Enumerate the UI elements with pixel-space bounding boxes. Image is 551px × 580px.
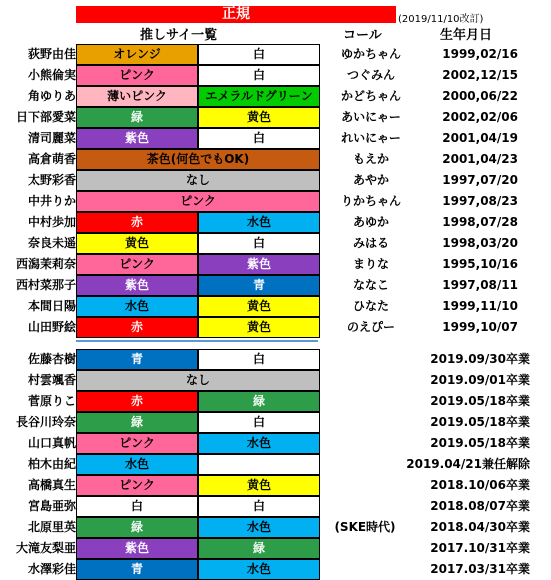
penlight-color-2: 黄色 [198,296,320,317]
penlight-color-1: オレンジ [76,44,198,65]
member-birthdate: 1998,03/20 [442,236,518,250]
former-member-row [0,412,551,433]
penlight-color-1: 黄色 [76,233,198,254]
penlight-color-1: 赤 [76,317,198,338]
header-birthdate: 生年月日 [440,28,493,43]
header-call: コール [343,28,382,43]
member-name: 中村歩加 [27,215,76,229]
member-call: あやか [352,173,389,187]
penlight-color-1: 赤 [76,391,198,412]
member-birthdate: 1999,02/16 [442,47,518,61]
member-birthdate: 1997,08/23 [442,194,518,208]
member-birthdate: 2002,12/15 [442,68,518,82]
former-member-row [0,349,551,370]
member-row [0,317,551,338]
member-row [0,233,551,254]
member-name: 本間日陽 [27,299,76,313]
penlight-color-1: 水色 [76,454,198,475]
member-name: 水澤彩佳 [27,562,76,576]
member-row [0,65,551,86]
revision-note: (2019/11/10改訂) [398,14,484,25]
penlight-color-1: ピンク [76,475,198,496]
member-call: もえか [352,152,389,166]
member-status: 2019.05/18卒業 [430,394,530,408]
member-name: 日下部愛菜 [15,110,76,124]
penlight-color-2: 白 [198,65,320,86]
penlight-color-single: なし [76,370,320,391]
member-name: 菅原りこ [27,394,76,408]
penlight-color-1: 白 [76,496,198,517]
member-status: 2017.03/31卒業 [430,562,530,576]
member-row [0,107,551,128]
member-call: まりな [352,257,389,271]
member-name: 大滝友梨亜 [15,541,76,555]
penlight-color-1: 紫色 [76,275,198,296]
member-name: 山口真帆 [27,436,76,450]
member-birthdate: 1999,10/07 [442,320,518,334]
penlight-color-2: 青 [198,275,320,296]
member-row [0,296,551,317]
penlight-color-1: ピンク [76,254,198,275]
member-name: 太野彩香 [27,173,76,187]
penlight-color-2: 紫色 [198,254,320,275]
former-member-row [0,538,551,559]
member-birthdate: 2001,04/23 [442,152,518,166]
member-call: あいにゃー [341,110,401,124]
member-name: 宮島亜弥 [27,499,76,513]
penlight-color-2: 白 [198,496,320,517]
member-birthdate: 1999,11/10 [442,299,518,313]
member-row [0,254,551,275]
penlight-color-2: 黄色 [198,475,320,496]
member-call: のえぴー [346,320,395,334]
member-name: 荻野由佳 [27,47,76,61]
penlight-color-1: 緑 [76,517,198,538]
member-name: 西潟茉莉奈 [15,257,76,271]
member-status: 2018.04/30卒業 [430,520,530,534]
penlight-color-1: 紫色 [76,128,198,149]
member-birthdate: 2002,02/06 [442,110,518,124]
member-status: 2019.05/18卒業 [430,415,530,429]
header-oshi-colors: 推しサイ一覧 [140,28,218,43]
penlight-color-2: 緑 [198,538,320,559]
member-call: あゆか [352,215,389,229]
member-name: 山田野絵 [27,320,76,334]
member-status: 2018.10/06卒業 [430,478,530,492]
former-member-row [0,475,551,496]
penlight-color-2: エメラルドグリーン [198,86,320,107]
penlight-color-2: 白 [198,44,320,65]
member-call: かどちゃん [340,89,401,103]
member-row [0,191,551,212]
page-title: 正規 [76,6,396,23]
member-birthdate: 1995,10/16 [442,257,518,271]
penlight-color-1: ピンク [76,65,198,86]
member-call: ゆかちゃん [340,47,401,61]
member-name: 清司麗菜 [27,131,76,145]
member-status: 2019.05/18卒業 [430,436,530,450]
member-status: 2019.09/01卒業 [430,373,530,387]
penlight-color-single: ピンク [76,191,320,212]
former-member-row [0,433,551,454]
penlight-color-1: 薄いピンク [76,86,198,107]
section-divider [76,340,318,342]
penlight-color-2: 緑 [198,391,320,412]
member-name: 高橋真生 [27,478,76,492]
penlight-color-1: 赤 [76,212,198,233]
member-row [0,149,551,170]
penlight-color-2: 白 [198,233,320,254]
penlight-color-2: 水色 [198,517,320,538]
member-birthdate: 1998,07/28 [442,215,518,229]
member-name: 村雲颯香 [27,373,76,387]
member-name: 中井りか [27,194,76,208]
member-birthdate: 2000,06/22 [442,89,518,103]
penlight-color-1: 青 [76,349,198,370]
member-row [0,170,551,191]
member-name: 角ゆりあ [27,89,76,103]
former-member-row [0,454,551,475]
penlight-color-single: なし [76,170,320,191]
member-name: 西村菜那子 [15,278,76,292]
former-member-row [0,559,551,580]
member-name: 柏木由紀 [27,457,76,471]
member-row [0,275,551,296]
penlight-color-1: 緑 [76,412,198,433]
member-birthdate: 2001,04/19 [442,131,518,145]
member-status: 2017.10/31卒業 [430,541,530,555]
penlight-color-1: 紫色 [76,538,198,559]
penlight-color-2: 水色 [198,212,320,233]
member-name: 奈良未遥 [27,236,76,250]
member-name: 小熊倫実 [27,68,76,82]
penlight-color-2: 水色 [198,433,320,454]
penlight-color-2 [198,454,320,475]
member-name: 佐藤杏樹 [27,352,76,366]
member-row [0,212,551,233]
penlight-color-single: 茶色(何色でもOK) [76,149,320,170]
member-call: れいにゃー [341,131,401,145]
penlight-color-2: 黄色 [198,107,320,128]
member-call: ななこ [352,278,389,292]
penlight-color-2: 白 [198,412,320,433]
member-row [0,44,551,65]
former-member-row [0,391,551,412]
member-call: つぐみん [346,68,395,82]
member-birthdate: 1997,07/20 [442,173,518,187]
member-status: 2018.08/07卒業 [430,499,530,513]
member-row [0,86,551,107]
member-note: (SKE時代) [334,520,396,534]
former-member-row [0,496,551,517]
member-status: 2019.04/21兼任解除 [406,457,530,471]
member-call: みはる [352,236,389,250]
former-member-row [0,370,551,391]
member-call: ひなた [352,299,389,313]
member-name: 北原里英 [27,520,76,534]
penlight-color-1: 緑 [76,107,198,128]
penlight-color-2: 白 [198,128,320,149]
penlight-color-2: 白 [198,349,320,370]
member-status: 2019.09/30卒業 [430,352,530,366]
penlight-color-1: 水色 [76,296,198,317]
penlight-color-2: 水色 [198,559,320,580]
member-name: 長谷川玲奈 [15,415,76,429]
member-call: りかちゃん [340,194,401,208]
penlight-color-1: 青 [76,559,198,580]
former-member-row [0,517,551,538]
member-name: 高倉萌香 [27,152,76,166]
member-row [0,128,551,149]
penlight-color-2: 黄色 [198,317,320,338]
member-birthdate: 1997,08/11 [442,278,518,292]
penlight-color-1: ピンク [76,433,198,454]
